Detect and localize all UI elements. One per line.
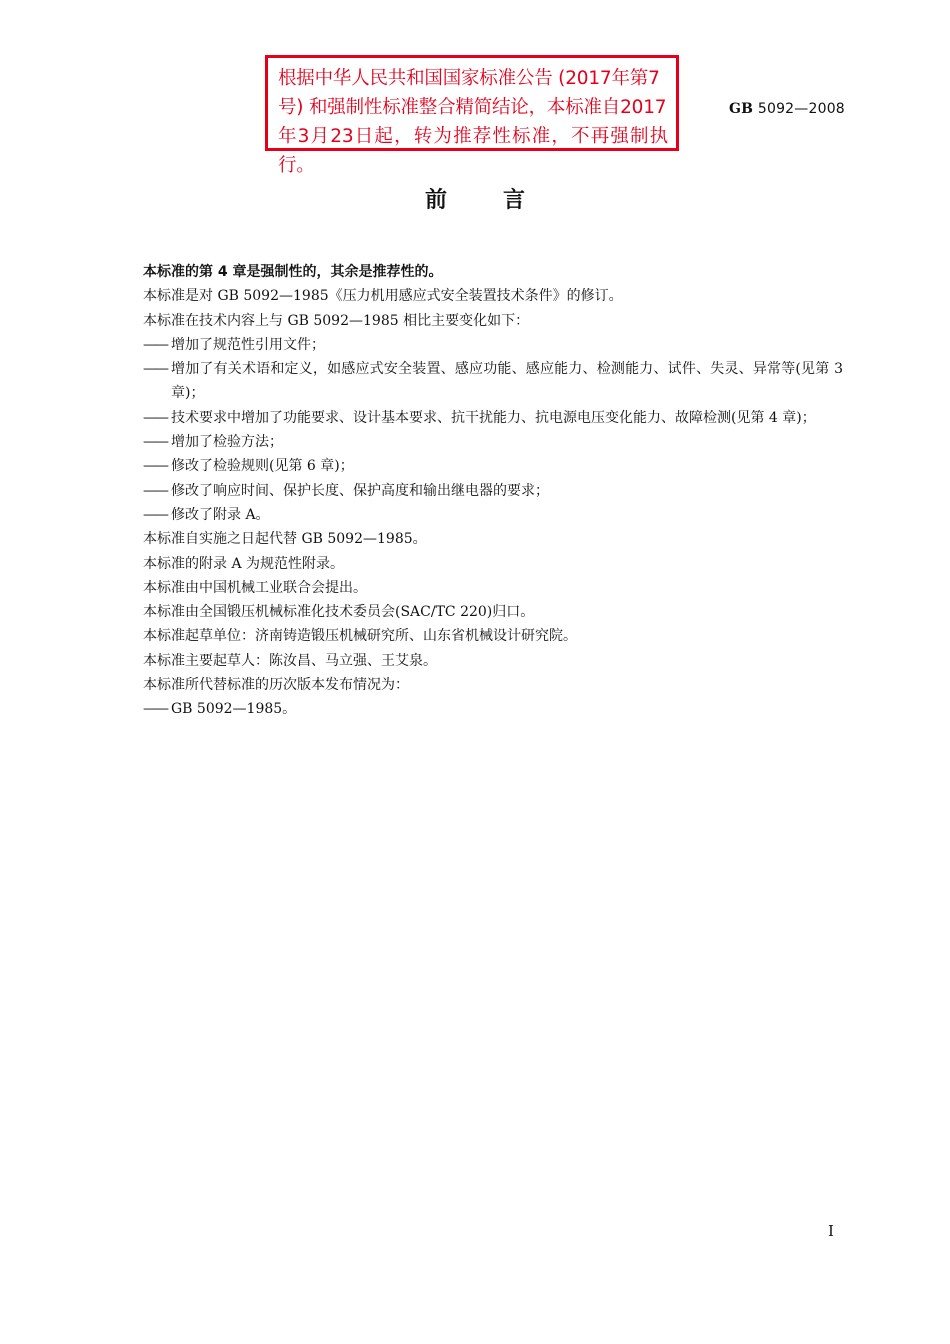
list-item-text: 修改了检验规则(见第 6 章)；	[171, 458, 354, 475]
paragraph: 本标准所代替标准的历次版本发布情况为：	[143, 677, 409, 694]
list-dash: ——	[143, 361, 167, 378]
paragraph: 本标准是对 GB 5092—1985《压力机用感应式安全装置技术条件》的修订。	[143, 288, 623, 305]
list-item	[143, 357, 843, 406]
list-item	[143, 697, 843, 721]
list-dash: ——	[143, 458, 167, 475]
list-item	[143, 430, 843, 454]
list-item	[143, 479, 843, 503]
standard-code	[729, 101, 845, 117]
paragraph: 本标准起草单位：济南铸造锻压机械研究所、山东省机械设计研究院。	[143, 628, 577, 645]
list-item	[143, 503, 843, 527]
list-item	[143, 406, 843, 430]
paragraph: 本标准的第 4 章是强制性的，其余是推荐性的。	[143, 264, 443, 280]
list-dash: ——	[143, 482, 167, 499]
paragraph: 本标准自实施之日起代替 GB 5092—1985。	[143, 531, 427, 548]
list-item	[143, 333, 843, 357]
list-item-text: 修改了响应时间、保护长度、保护高度和输出继电器的要求；	[171, 482, 549, 499]
mandatory-status-notice	[265, 55, 679, 176]
page-title: 前言	[424, 188, 581, 213]
paragraph: 本标准在技术内容上与 GB 5092—1985 相比主要变化如下：	[143, 312, 530, 329]
paragraph: 本标准由中国机械工业联合会提出。	[143, 579, 367, 596]
list-item-text: 增加了有关术语和定义，如感应式安全装置、感应功能、感应能力、检测能力、试件、失灵、异常等(见第 3 章)；	[171, 361, 843, 402]
list-item-text: 增加了检验方法；	[171, 434, 283, 451]
list-item-text: GB 5092—1985。	[171, 701, 297, 718]
list-dash: ——	[143, 409, 167, 426]
list-item	[143, 454, 843, 478]
list-item-text: 技术要求中增加了功能要求、设计基本要求、抗干扰能力、抗电源电压变化能力、故障检测(见第 4 章)；	[171, 409, 816, 426]
list-item-text: 修改了附录 A。	[171, 506, 270, 523]
notice-line: 号) 和强制性标准整合精简结论，本标准自2017	[278, 97, 667, 118]
foreword-body	[143, 260, 843, 722]
paragraph: 本标准由全国锻压机械标准化技术委员会(SAC/TC 220)归口。	[143, 604, 535, 621]
list-dash: ——	[143, 434, 167, 451]
paragraph: 本标准主要起草人：陈汝昌、马立强、王艾泉。	[143, 652, 437, 669]
list-item-text: 增加了规范性引用文件；	[171, 336, 325, 353]
list-dash: ——	[143, 701, 167, 718]
page-number: I	[828, 1222, 834, 1240]
list-dash: ——	[143, 336, 167, 353]
list-dash: ——	[143, 506, 167, 523]
standard-code-number: 5092—2008	[757, 101, 845, 117]
notice-line: 根据中华人民共和国国家标准公告 (2017年第7	[278, 68, 660, 89]
paragraph: 本标准的附录 A 为规范性附录。	[143, 555, 345, 572]
standard-code-prefix: GB	[729, 101, 754, 117]
notice-line: 年3月23日起，转为推荐性标准，不再强制执行。	[278, 126, 668, 176]
